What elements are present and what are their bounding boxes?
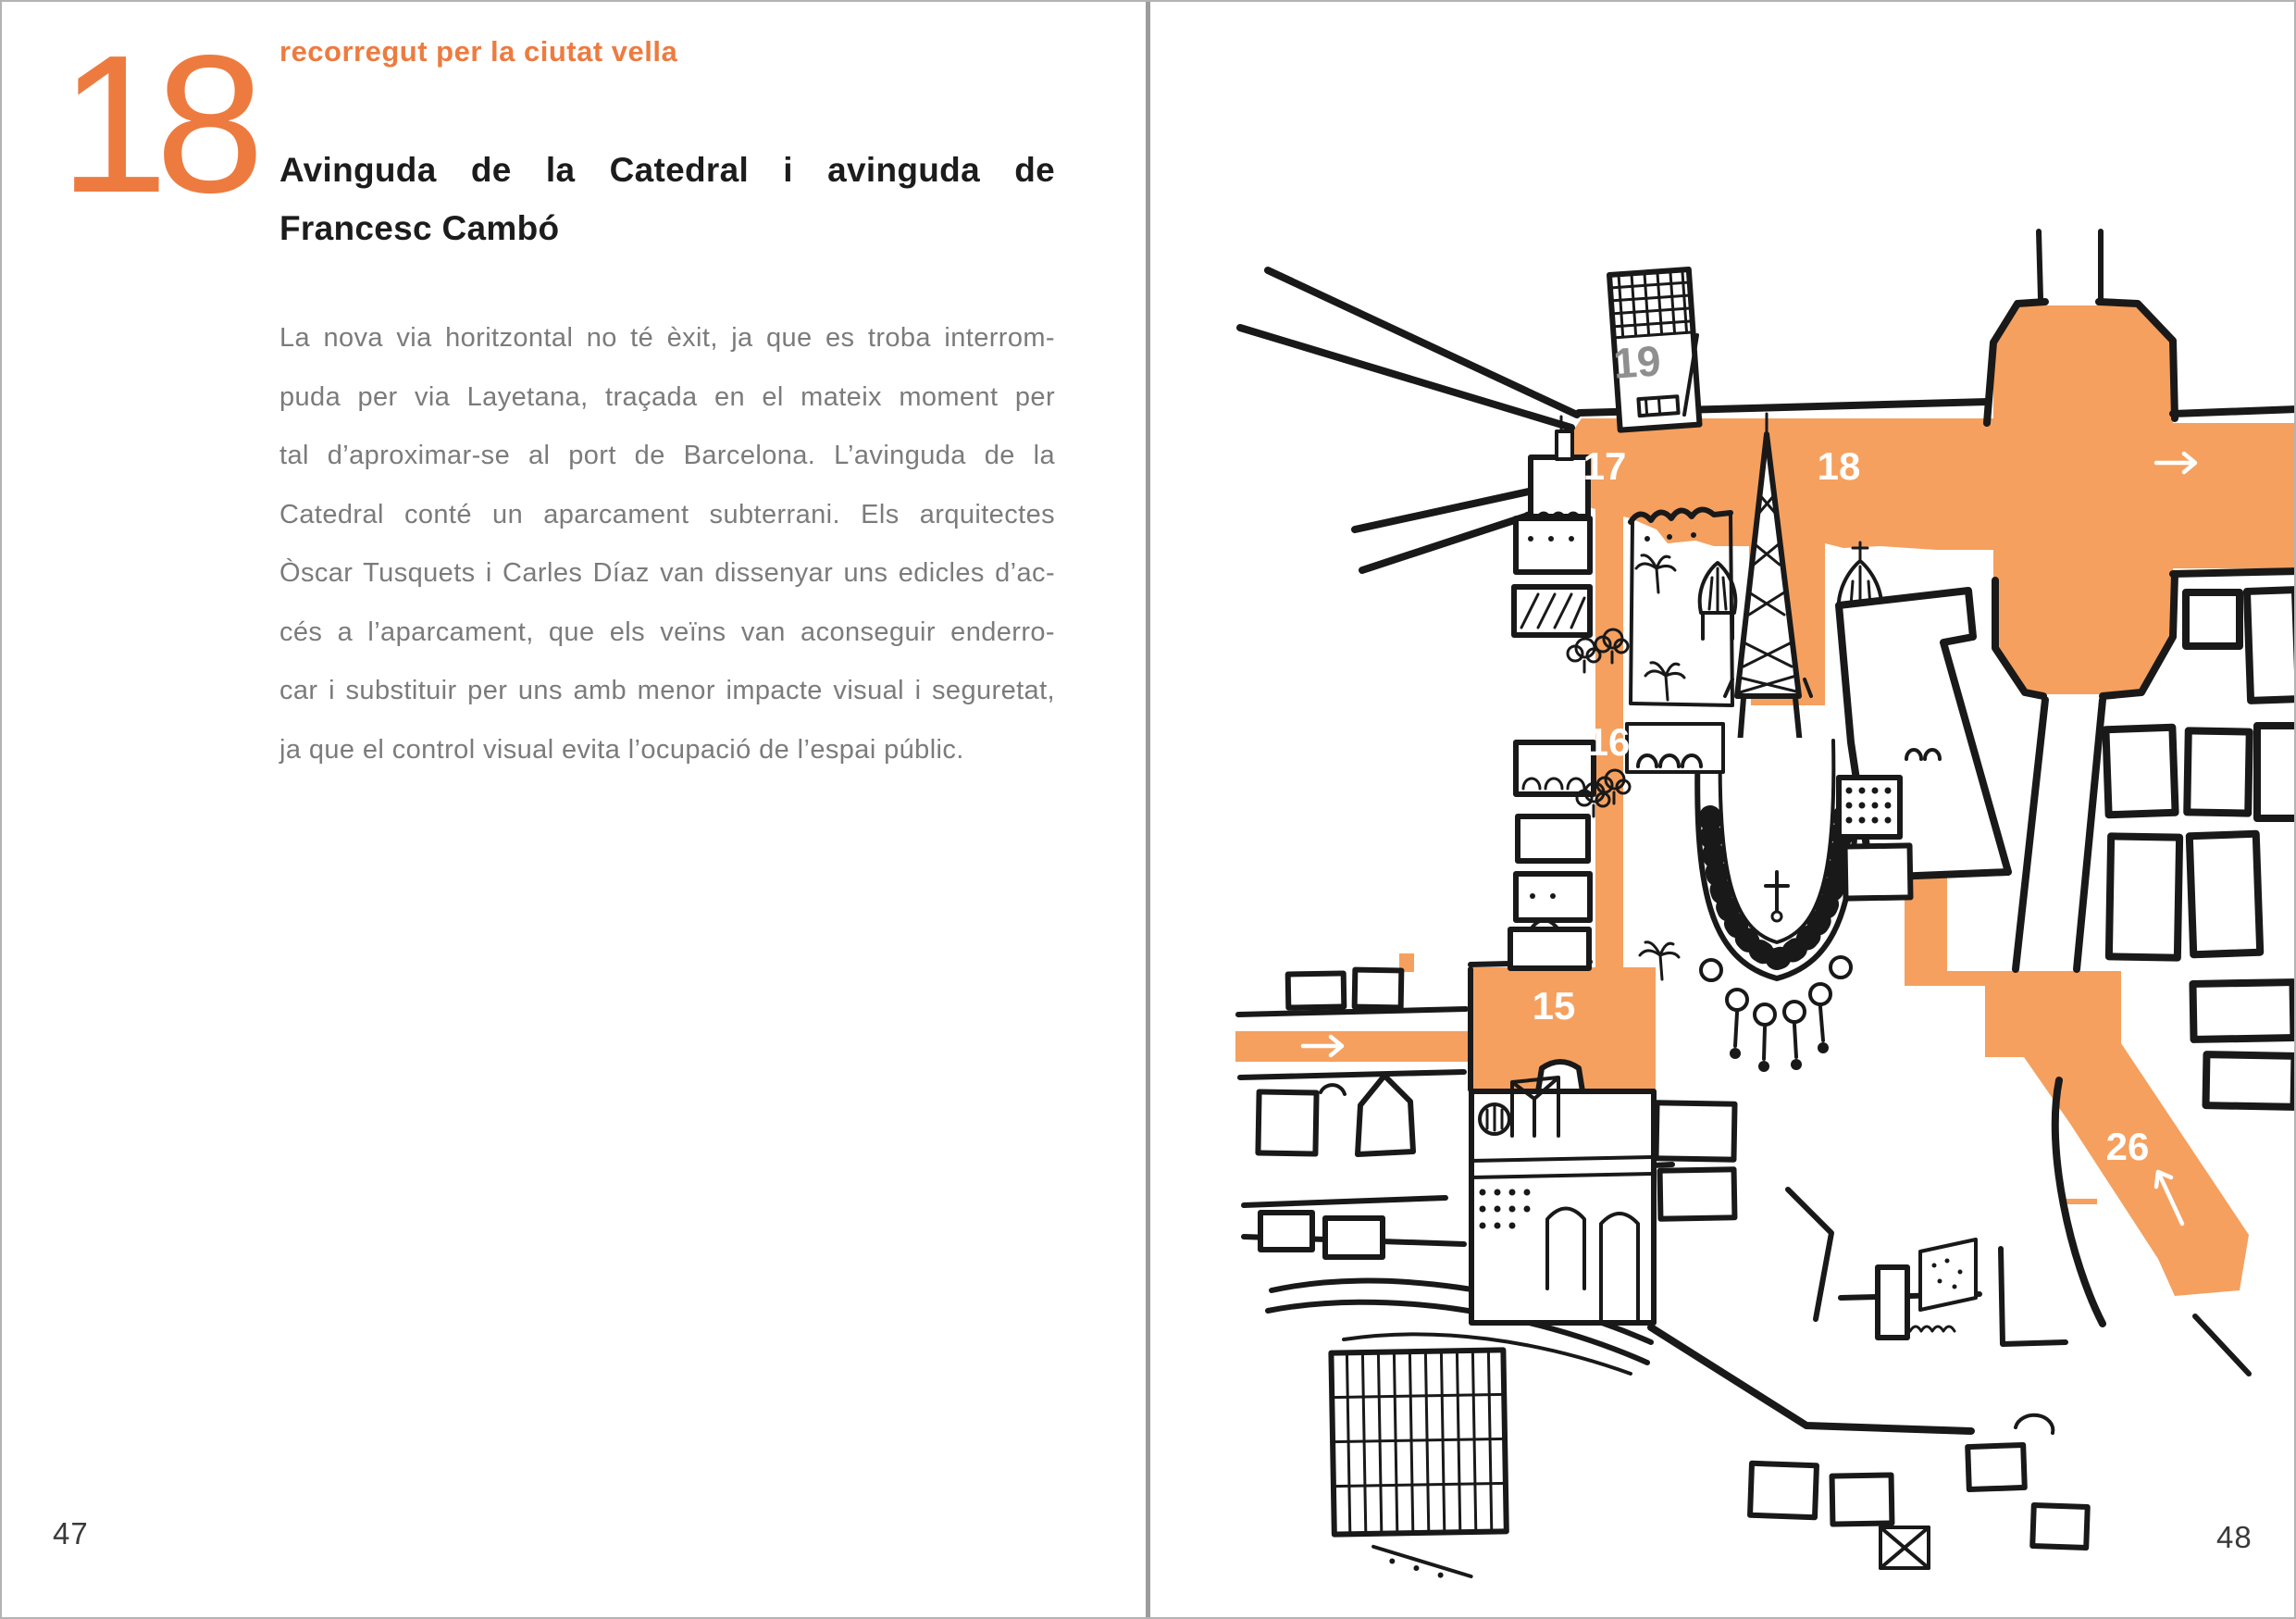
map-label-16: 16 [1586, 720, 1631, 764]
article-title-line2: Francesc Cambó [279, 209, 560, 247]
article-body [279, 309, 1055, 779]
body-line: tal d’aproximar-se al port de Barcelona. L’avinguda de la [279, 441, 1055, 470]
body-line: puda per via Layetana, traçada en el mateix moment per [279, 381, 1055, 412]
section-kicker: recorregut per la ciutat vella [279, 35, 678, 68]
cathedral-apse [1697, 738, 1856, 1072]
page-number-right: 48 [2216, 1520, 2253, 1554]
body-line: car i substituir per uns amb menor impacte visual i seguretat, [279, 676, 1055, 705]
x-house [1880, 1527, 1929, 1568]
article-title-line1: Avinguda de la Catedral i avinguda de [279, 151, 1055, 189]
body-line: ja que el control visual evita l’ocupació de l’espai públic. [279, 734, 964, 765]
body-line: La nova via horitzontal no té èxit, ja que es troba interrom- [279, 323, 1055, 353]
arched-building [1627, 724, 1723, 772]
map-illustration [1233, 224, 2296, 1585]
body-line: cés a l’aparcament, que els veïns van aconseguir enderro- [279, 616, 1055, 647]
map-label-17: 17 [1582, 444, 1627, 488]
map-label-19: 19 [1611, 336, 1663, 388]
left-street-blocks [1510, 513, 1594, 968]
chapter-number: 18 [59, 14, 252, 233]
map-label-27: 27 [1902, 791, 1946, 835]
body-line: Òscar Tusquets i Carles Díaz van dissenyar uns edicles d’ac- [279, 558, 1055, 588]
city-hall [1471, 1062, 1654, 1323]
dotted-building [1839, 778, 1900, 837]
bottom-middle-cluster [1656, 1102, 2087, 1568]
route-plaza-octagon [1993, 305, 2173, 694]
article-title [279, 141, 1055, 257]
body-line: Catedral conté un aparcament subterrani. Els arquitectes [279, 499, 1055, 529]
map-label-26: 26 [2105, 1125, 2150, 1168]
market-grid [1331, 1350, 1507, 1579]
map-label-18: 18 [1817, 444, 1861, 488]
map-label-15: 15 [1532, 984, 1576, 1027]
page-divider [1146, 2, 1150, 1619]
page-number-left: 47 [53, 1516, 89, 1551]
